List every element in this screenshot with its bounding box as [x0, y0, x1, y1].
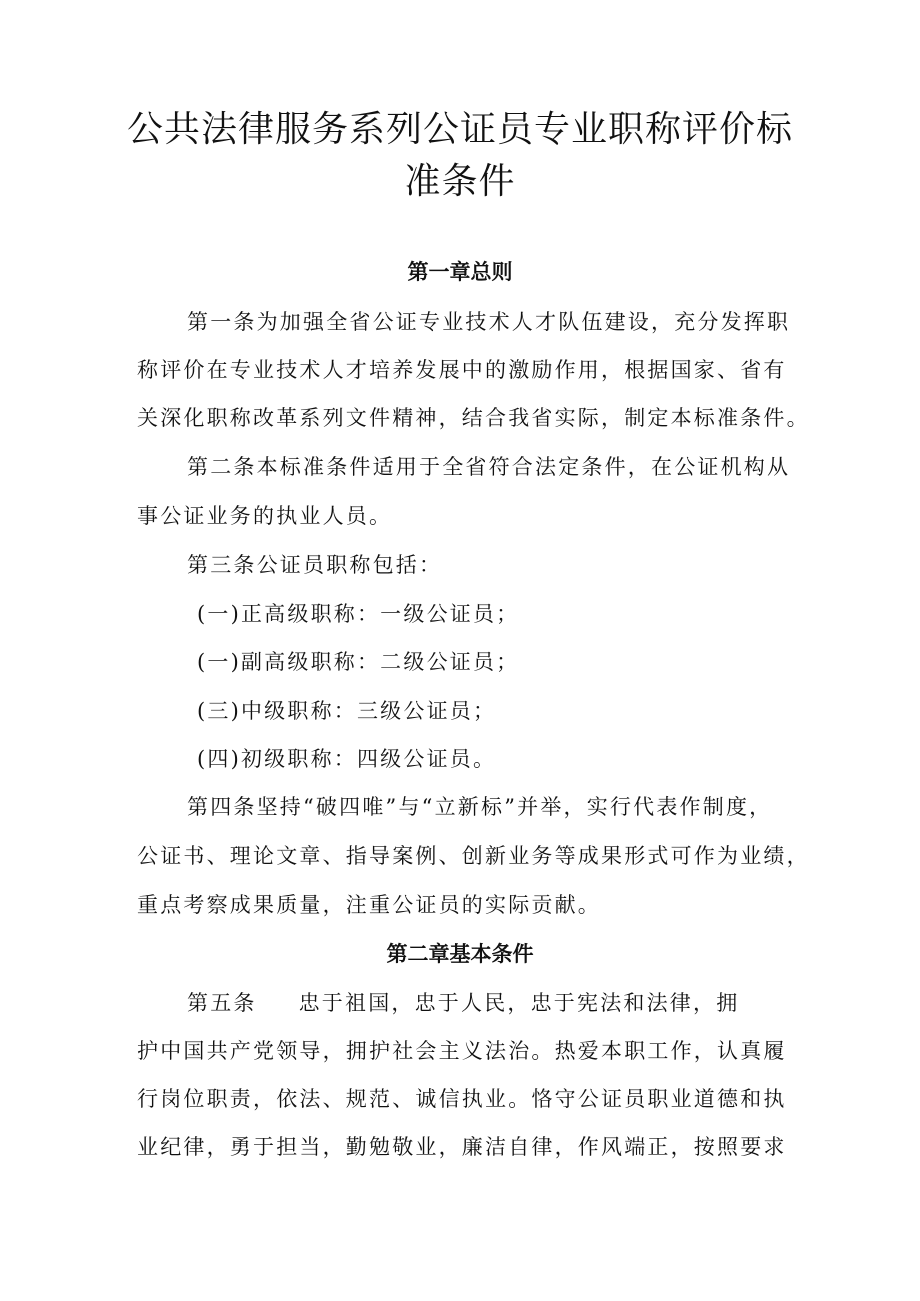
article-4-line-2: 公证书、理论文章、指导案例、创新业务等成果形式可作为业绩， [137, 844, 810, 868]
article-5-line-3: 行岗位职责，依法、规范、诚信执业。恪守公证员职业道德和执 [137, 1087, 787, 1111]
article-4-line-3: 重点考察成果质量，注重公证员的实际贡献。 [137, 893, 601, 917]
article-1-line-2: 称评价在专业技术人才培养发展中的激励作用，根据国家、省有 [137, 358, 787, 382]
article-3-line-1: 第三条公证员职称包括： [187, 553, 443, 577]
article-3-item-1: (一)正高级职称：一级公证员； [197, 602, 520, 626]
article-5-line-4: 业纪律，勇于担当，勤勉敬业，廉洁自律，作风端正，按照要求 [137, 1135, 787, 1159]
title-line-2: 准条件 [404, 161, 516, 202]
article-5-line-1-text: 忠于祖国，忠于人民，忠于宪法和法律，拥 [298, 991, 740, 1015]
article-5-line-2: 护中国共产党领导，拥护社会主义法治。热爱本职工作，认真履 [137, 1039, 787, 1063]
article-3-item-2: (一)副高级职称：二级公证员； [197, 650, 520, 674]
article-2-line-2: 事公证业务的执业人员。 [137, 504, 393, 528]
article-2-line-1: 第二条本标准条件适用于全省符合法定条件，在公证机构从 [187, 455, 791, 479]
chapter-1-heading: 第一章总则 [407, 260, 513, 284]
article-5-line-1 [187, 989, 857, 1017]
chapter-2-heading: 第二章基本条件 [386, 942, 534, 966]
article-1-line-3: 关深化职称改革系列文件精神，结合我省实际，制定本标准条件。 [137, 406, 810, 430]
title-line-1: 公共法律服务系列公证员专业职称评价标 [126, 109, 793, 150]
article-3-item-3: (三)中级职称：三级公证员； [197, 699, 497, 723]
document-title [120, 104, 800, 208]
article-4-line-1: 第四条坚持“破四唯”与“立新标”并举，实行代表作制度， [187, 795, 773, 819]
article-3-item-4: (四)初级职称：四级公证员。 [197, 747, 497, 771]
article-1-line-1: 第一条为加强全省公证专业技术人才队伍建设，充分发挥职 [187, 310, 791, 334]
article-5-label: 第五条 [187, 991, 257, 1015]
